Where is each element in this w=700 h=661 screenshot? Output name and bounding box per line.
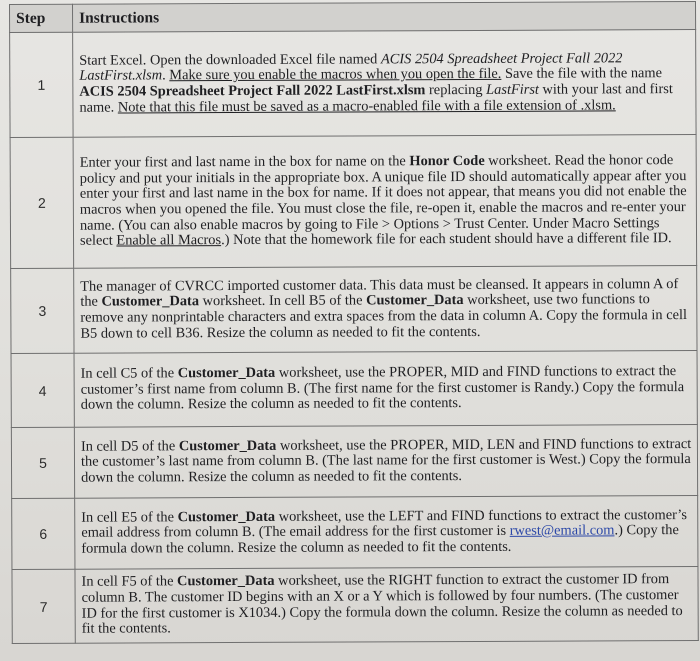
header-row xyxy=(10,2,696,33)
text: Save the file with the name xyxy=(501,65,663,83)
text: .) Copy the formula down the column. Resize the column as needed to fit the contents. xyxy=(81,522,679,557)
instructions-column-header: Instructions xyxy=(73,2,696,33)
text: worksheet, use the PROPER, MID, LEN and FIND functions to extract the customer’s last name from column B. (The last name for the first customer is West.) Copy the formula down the column. Resize the column as needed to fit the contents. xyxy=(80,435,692,486)
text: . xyxy=(162,67,170,84)
step-row-5 xyxy=(11,425,697,499)
instructions-table xyxy=(9,1,699,644)
step-number: 7 xyxy=(12,569,75,643)
text: In cell C5 of the xyxy=(80,365,178,382)
step-number: 4 xyxy=(11,353,74,427)
macro-warning: Make sure you enable the macros when you open the file. xyxy=(169,66,502,84)
step-row-1 xyxy=(10,30,696,138)
worksheet-name: Customer_Data xyxy=(177,573,275,590)
worksheet-name: Customer_Data xyxy=(177,508,276,525)
text: replacing xyxy=(425,81,487,99)
step-column-header: Step xyxy=(10,4,73,32)
text: worksheet. In cell B5 of the xyxy=(198,292,367,310)
step-number: 1 xyxy=(10,32,73,137)
save-file-name: ACIS 2504 Spreadsheet Project Fall 2022 LastFirst.xlsm xyxy=(79,82,426,100)
step-row-6 xyxy=(12,495,698,569)
worksheet-name: Customer_Data xyxy=(366,292,464,309)
text: worksheet, use two functions to remove any nonprintable characters and extra spaces from the data in column A. Copy the formula in cell B5 down to cell B36. Resize the column as needed to fit the contents. xyxy=(80,291,687,342)
lastfirst-text: LastFirst xyxy=(486,81,539,98)
text: The manager of CVRCC imported customer data. This data must be cleansed. It appears in column A of the xyxy=(80,275,679,311)
step-instruction xyxy=(75,495,698,569)
text: Enter your first and last name in the box for name on the xyxy=(79,153,410,171)
step-number: 3 xyxy=(11,268,74,353)
email-link[interactable]: rwest@email.com xyxy=(509,522,615,540)
worksheet-name: Honor Code xyxy=(409,153,485,170)
step-row-2 xyxy=(10,135,697,269)
step-instruction xyxy=(74,351,697,428)
text: In cell F5 of the xyxy=(81,573,178,591)
text: Start Excel. Open the downloaded Excel file named xyxy=(79,51,381,69)
text: worksheet, use the RIGHT function to extract the customer ID from column B. The customer ID begins with an X or a Y which is followed by four numbers. (The customer ID for the first customer is X1034.) Copy the formula down the column. Resize the column as needed to fit the contents. xyxy=(81,571,683,637)
text: with your last and first name. xyxy=(79,81,673,116)
text: In cell D5 of the xyxy=(80,437,179,455)
worksheet-name: Customer_Data xyxy=(178,437,277,454)
text: worksheet, use the PROPER, MID and FIND functions to extract the customer’s first name from column B. (The first name for the first customer is Randy.) Copy the formula down the column. Resize the column as needed to fit the contents. xyxy=(80,363,685,413)
step-instruction xyxy=(74,425,697,499)
worksheet-name: Customer_Data xyxy=(101,293,200,311)
text: worksheet, use the LEFT and FIND functions to extract the customer’s email address from column B. (The email address for the first customer is xyxy=(81,506,688,541)
step-row-7 xyxy=(12,566,698,643)
enable-macros-option: Enable all Macros xyxy=(116,232,222,249)
text: worksheet. Read the honor code policy and put your initials in the appropriate box. A unique file ID should automatically appear after you enter your first and last name in the box for name. If it does not appear, that means you did not enable the macros when you opened the file. You must close the file, re-open it, enable the macros and re-enter your name. (You can also enable macros by going to File > Options > Trust Center. Under Macro Settings select xyxy=(79,152,687,249)
step-instruction xyxy=(73,135,697,269)
text: .) Note that the homework file for each student should have a different file ID. xyxy=(221,230,672,249)
step-instruction xyxy=(74,266,697,354)
step-number: 2 xyxy=(10,137,74,268)
worksheet-name: Customer_Data xyxy=(177,364,276,382)
step-row-3 xyxy=(11,266,697,354)
step-row-4 xyxy=(11,351,697,428)
file-name: ACIS 2504 Spreadsheet Project Fall 2022 LastFirst.xlsm xyxy=(79,50,623,85)
step-number: 6 xyxy=(12,498,75,569)
step-instruction xyxy=(73,30,696,138)
step-number: 5 xyxy=(11,427,74,498)
text: In cell E5 of the xyxy=(81,508,178,526)
step-instruction xyxy=(75,566,698,643)
xlsm-note: Note that this file must be saved as a macro-enabled file with a file extension of .xlsm. xyxy=(117,96,616,116)
